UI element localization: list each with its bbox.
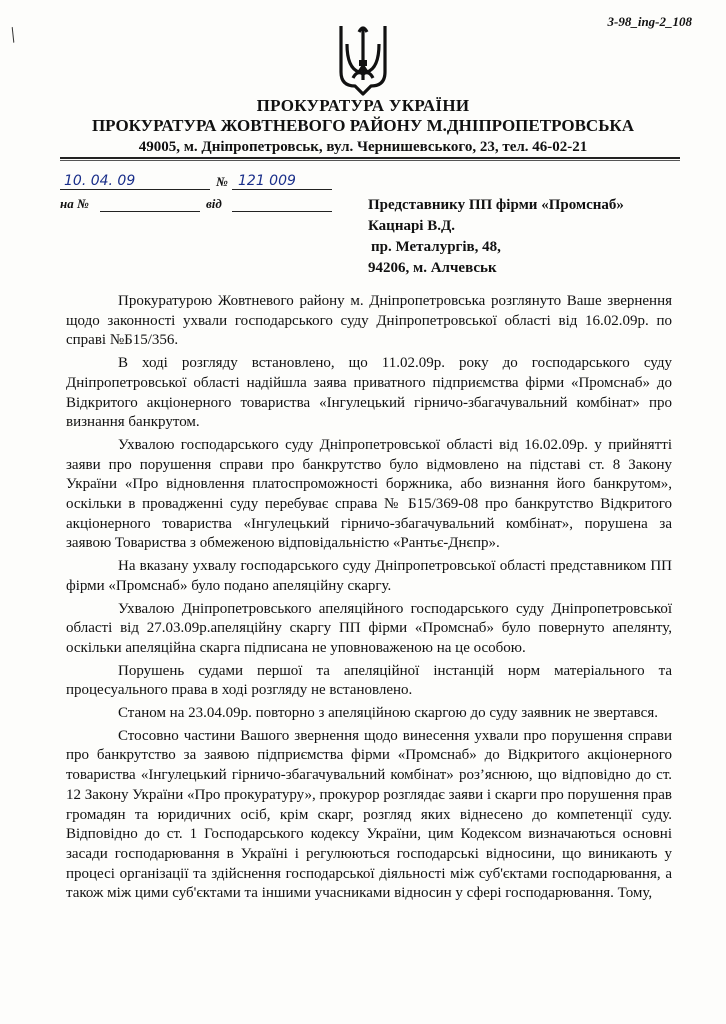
paragraph: Прокуратурою Жовтневого району м. Дніпропетровська розглянуто Ваше звернення щодо законності ухвали господарського суду Дніпропетровської області від 16.02.09р. по справі №Б15/356. xyxy=(66,293,672,349)
paragraph: Ухвалою Дніпропетровського апеляційного господарського суду Дніпропетровської області від 27.03.09р.апеляційну скаргу ПП фірми «Промснаб» було повернуто апелянту, оскільки апеляційна скарга підписана не уповноваженою на це особою. xyxy=(66,600,672,656)
pen-stroke-mark: / xyxy=(4,21,21,48)
header-divider xyxy=(60,157,680,159)
recipient-street: пр. Металургів, 48, xyxy=(371,239,501,255)
org-subdivision: ПРОКУРАТУРА ЖОВТНЕВОГО РАЙОНУ М.ДНІПРОПЕТРОВСЬКА xyxy=(91,116,635,135)
reference-label: на № xyxy=(60,196,89,211)
recipient-city: 94206, м. Алчевськ xyxy=(368,260,497,276)
paragraph: На вказану ухвалу господарського суду Дніпропетровської області представником ПП фірми «Промснаб» було подано апеляційну скаргу. xyxy=(66,558,672,594)
paragraph: Станом на 23.04.09р. повторно з апеляційною скаргою до суду заявник не звертався. xyxy=(118,705,658,722)
handwritten-date: 10. 04. 09 xyxy=(64,173,136,189)
header-divider-thin xyxy=(60,160,680,161)
recipient-block xyxy=(368,195,624,279)
paragraph: Ухвалою господарського суду Дніпропетровської області від 16.02.09р. у прийнятті заяви про порушення справи про банкрутство було відмовлено на підставі ст. 8 Закону України «Про відновлення платоспроможності боржника, або визнання його банкрутом», оскільки в провадженні суду перебуває справа № Б15/369-08 про банкрутство Відкритого акціонерного товариства «Інгулецький гірничо-збагачувальний комбінат», порушена за заявою Товариства з обмеженою відповідальністю «Рантьє-Днєпр». xyxy=(66,436,672,552)
registration-block xyxy=(60,172,340,214)
from-label: від xyxy=(206,196,222,211)
trident-emblem-icon xyxy=(337,22,389,98)
org-address: 49005, м. Дніпропетровськ, вул. Чернишевського, 23, тел. 46-02-21 xyxy=(138,139,588,155)
org-name: ПРОКУРАТУРА УКРАЇНИ xyxy=(256,96,470,115)
number-label: № xyxy=(216,174,228,189)
handwritten-number: 121 009 xyxy=(238,173,296,189)
paragraph: В ході розгляду встановлено, що 11.02.09р. року до господарського суду Дніпропетровської області надійшла заява приватного підприємства фірми «Промснаб» до Відкритого акціонерного товариства «Інгулецький гірничо-збагачувальний комбінат» про визнання банкрутом. xyxy=(66,355,672,431)
recipient-name: Кацнарі В.Д. xyxy=(368,218,456,234)
document-id: 3-98_ing-2_108 xyxy=(607,14,692,29)
paragraph: Стосовно частини Вашого звернення щодо винесення ухвали про порушення справи про банкрутство за заявою підприємства фірми «Промснаб» до Відкритого акціонерного товариства «Інгулецький гірничо-збагачувальний комбінат» роз’яснюю, що відповідно до ст. 12 Закону України «Про прокуратуру», прокурор розглядає заяви і скарги про порушення прав громадян та юридичних осіб, крім скарг, розгляд яких віднесено до компетенції суду. Відповідно до ст. 1 Господарського кодексу України, цим Кодексом визначаються основні засади господарювання в Україні і регулюються господарські відносини, що виникають у процесі організації та здійснення господарської діяльності між суб'єктами господарювання, а також між цими суб'єктами та іншими учасниками відносин у сфері господарювання. Тому, xyxy=(66,727,672,902)
letterhead xyxy=(0,96,726,156)
paragraph: Порушень судами першої та апеляційної інстанцій норм матеріального та процесуального права в ході розгляду не встановлено. xyxy=(66,662,672,699)
letter-body xyxy=(66,292,672,907)
recipient-line: Представнику ПП фірми «Промснаб» xyxy=(368,197,624,213)
